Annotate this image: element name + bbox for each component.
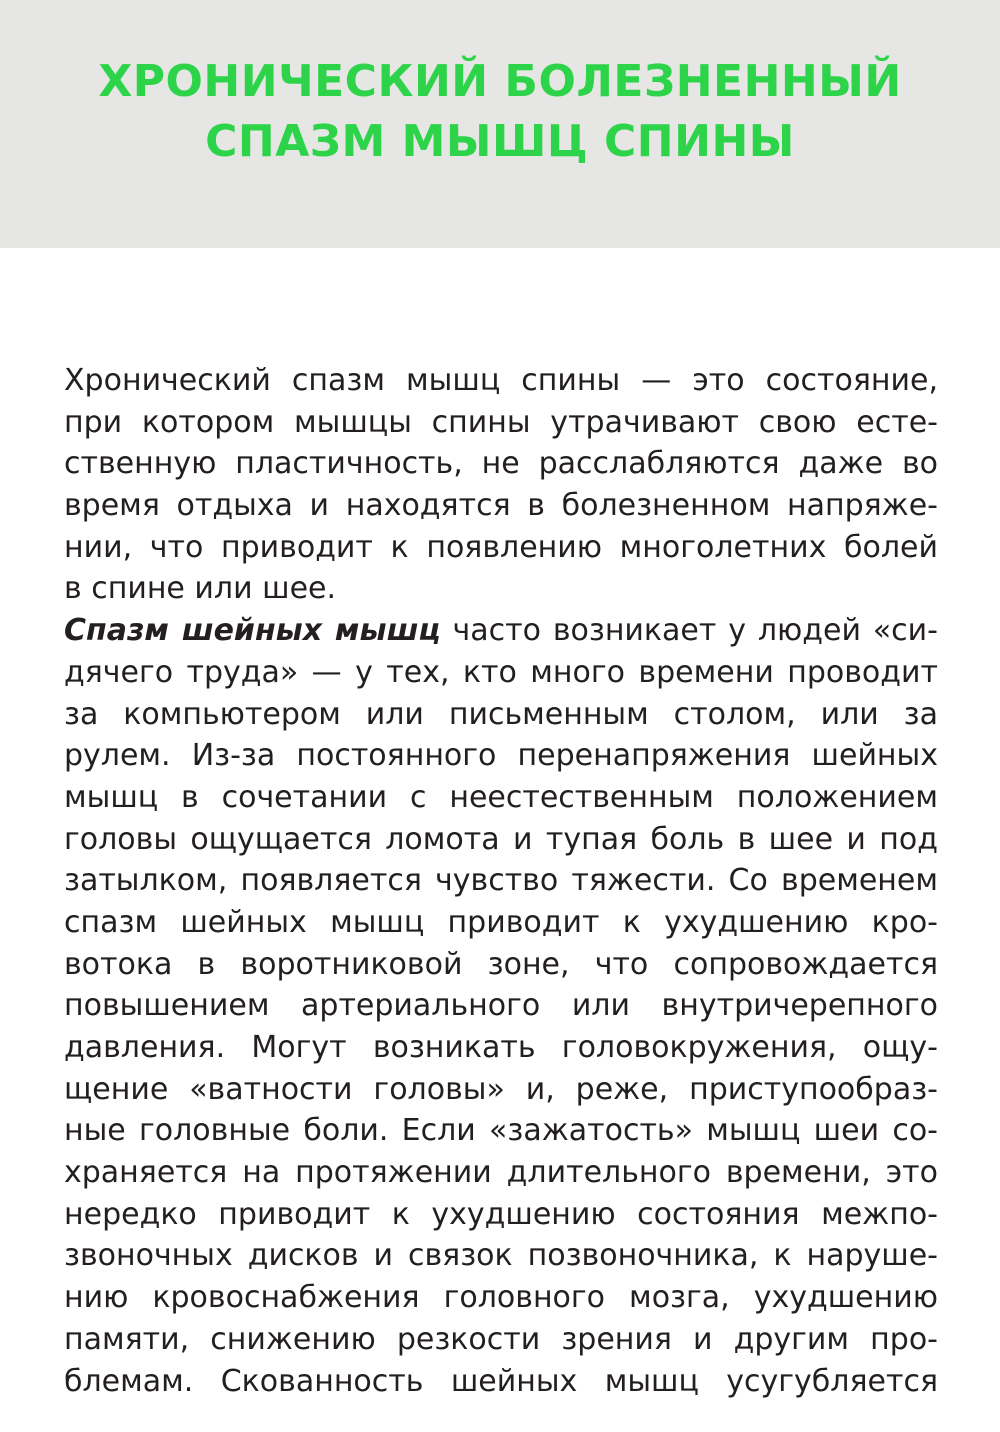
text-line: щение «ватности головы» и, реже, приступообраз-	[64, 1071, 938, 1107]
text-line: дячего труда» — у тех, кто много времени проводит	[64, 654, 938, 690]
emphasis-term: Спазм шейных мышц	[64, 613, 441, 649]
text-line: мышц в сочетании с неестественным положением	[64, 779, 938, 815]
title-line-1: ХРОНИЧЕСКИЙ БОЛЕЗНЕННЫЙ	[98, 56, 902, 107]
text-line: блемам. Скованность шейных мышц усугубляется	[64, 1363, 938, 1399]
text-line: затылком, появляется чувство тяжести. Со временем	[64, 863, 938, 899]
article-body	[64, 360, 938, 1402]
text-line: время отдыха и находятся в болезненном напряже-	[64, 488, 938, 524]
text-line: рулем. Из-за постоянного перенапряжения шейных	[64, 738, 938, 774]
text-line: звоночных дисков и связок позвоночника, к наруше-	[64, 1238, 938, 1274]
header-band	[0, 0, 1000, 248]
page-title	[0, 52, 1000, 172]
text-line: Хронический спазм мышц спины — это состояние,	[64, 363, 938, 398]
text-line: нии, что приводит к появлению многолетних болей	[64, 529, 938, 565]
text-line: ные головные боли. Если «зажатость» мышц шеи со-	[64, 1113, 938, 1149]
text-line: нию кровоснабжения головного мозга, ухудшению	[64, 1280, 938, 1316]
text-line: ственную пластичность, не расслабляются даже во	[64, 446, 938, 482]
text-line: памяти, снижению резкости зрения и другим про-	[64, 1321, 938, 1357]
text-line: повышением артериального или внутричерепного	[64, 988, 938, 1024]
text-line: давления. Могут возникать головокружения, ощу-	[64, 1030, 938, 1065]
paragraph-1	[64, 360, 938, 610]
text-line: головы ощущается ломота и тупая боль в шее и под	[64, 821, 938, 857]
text-line: при котором мышцы спины утрачивают свою есте-	[64, 404, 938, 440]
lead-rest: часто возникает у людей «си-	[440, 613, 938, 649]
text-line: в спине или шее.	[64, 571, 337, 607]
title-line-2: СПАЗМ МЫШЦ СПИНЫ	[205, 116, 795, 167]
text-line: спазм шейных мышц приводит к ухудшению кро-	[64, 904, 938, 940]
text-line: вотока в воротниковой зоне, что сопровождается	[64, 946, 938, 982]
text-line-lead	[64, 610, 938, 652]
text-line: нередко приводит к ухудшению состояния межпо-	[64, 1196, 938, 1232]
paragraph-2	[64, 610, 938, 1402]
text-line: храняется на протяжении длительного времени, это	[64, 1155, 938, 1191]
text-line: за компьютером или письменным столом, или за	[64, 696, 938, 732]
